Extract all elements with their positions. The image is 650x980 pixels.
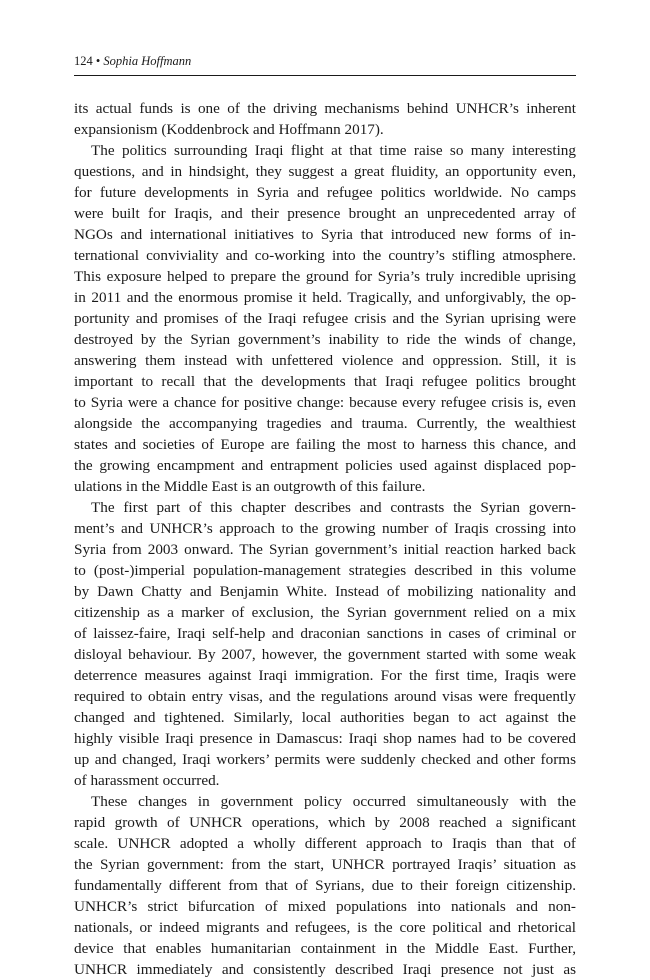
running-head-author: Sophia Hoffmann xyxy=(103,54,192,68)
paragraph xyxy=(74,140,576,497)
text-line: in 2011 and the enormous promise it held. Tragically, and unforgivably, the op- xyxy=(74,289,576,306)
text-line: were built for Iraqis, and their presence brought an unprecedented array of xyxy=(74,205,576,222)
text-line: important to recall that the developments that Iraqi refugee politics brought xyxy=(74,373,576,390)
text-line: required to obtain entry visas, and the regulations around visas were frequently xyxy=(74,688,576,705)
body-text xyxy=(74,98,576,980)
text-line: by Dawn Chatty and Benjamin White. Instead of mobilizing nationality and xyxy=(74,583,576,600)
text-line: The first part of this chapter describes and contrasts the Syrian govern- xyxy=(91,499,576,516)
text-line: The politics surrounding Iraqi flight at that time raise so many interesting xyxy=(91,142,576,159)
running-head-separator: • xyxy=(95,54,101,68)
text-line: disloyal behaviour. By 2007, however, the government started with some weak xyxy=(74,646,576,663)
running-head xyxy=(74,52,576,76)
text-line: states and societies of Europe are failing the most to harness this chance, and xyxy=(74,436,576,453)
text-line: Syria from 2003 onward. The Syrian government’s initial reaction harked back xyxy=(74,541,576,558)
text-line: nationals, or indeed migrants and refugees, is the core political and rhetorical xyxy=(74,919,576,936)
text-line: citizenship as a marker of exclusion, the Syrian government relied on a mix xyxy=(74,604,576,621)
text-line: ment’s and UNHCR’s approach to the growing number of Iraqis crossing into xyxy=(74,520,576,537)
page-number: 124 xyxy=(74,54,93,68)
paragraph xyxy=(74,98,576,140)
text-line: up and changed, Iraqi workers’ permits were suddenly checked and other forms xyxy=(74,751,576,768)
paragraph xyxy=(74,791,576,980)
text-line: its actual funds is one of the driving mechanisms behind UNHCR’s inherent xyxy=(74,100,576,117)
text-line: portunity and promises of the Iraqi refugee crisis and the Syrian uprising were xyxy=(74,310,576,327)
text-line: UNHCR’s strict bifurcation of mixed populations into nationals and non- xyxy=(74,898,576,915)
text-line: alongside the accompanying tragedies and trauma. Currently, the wealthiest xyxy=(74,415,576,432)
text-line: rapid growth of UNHCR operations, which by 2008 reached a significant xyxy=(74,814,576,831)
text-line: scale. UNHCR adopted a wholly different approach to Iraqis than that of xyxy=(74,835,576,852)
text-line: fundamentally different from that of Syrians, due to their foreign citizenship. xyxy=(74,877,576,894)
text-line: UNHCR immediately and consistently described Iraqi presence not just as xyxy=(74,961,576,978)
text-line: deterrence measures against Iraqi immigration. For the first time, Iraqis were xyxy=(74,667,576,684)
text-line: expansionism (Koddenbrock and Hoffmann 2017). xyxy=(74,121,384,138)
text-line: highly visible Iraqi presence in Damascus: Iraqi shop names had to be covered xyxy=(74,730,576,747)
text-line: These changes in government policy occurred simultaneously with the xyxy=(91,793,576,810)
text-line: NGOs and international initiatives to Syria that introduced new forms of in- xyxy=(74,226,576,243)
text-line: changed and tightened. Similarly, local authorities began to act against the xyxy=(74,709,576,726)
text-line: the Syrian government: from the start, UNHCR portrayed Iraqis’ situation as xyxy=(74,856,576,873)
paragraph xyxy=(74,497,576,791)
text-line: the growing encampment and entrapment policies used against displaced pop- xyxy=(74,457,576,474)
text-line: answering them instead with unfettered violence and oppression. Still, it is xyxy=(74,352,576,369)
text-line: to Syria were a chance for positive change: because every refugee crisis is, even xyxy=(74,394,576,411)
text-line: ternational conviviality and co-working into the country’s stifling atmosphere. xyxy=(74,247,576,264)
text-line: to (post-)imperial population-management strategies described in this volume xyxy=(74,562,576,579)
book-page xyxy=(74,52,576,980)
text-line: of harassment occurred. xyxy=(74,772,220,789)
text-line: This exposure helped to prepare the ground for Syria’s truly incredible uprising xyxy=(74,268,576,285)
text-line: destroyed by the Syrian government’s inability to ride the winds of change, xyxy=(74,331,576,348)
text-line: of laissez-faire, Iraqi self-help and draconian sanctions in cases of criminal or xyxy=(74,625,576,642)
text-line: for future developments in Syria and refugee politics worldwide. No camps xyxy=(74,184,576,201)
text-line: ulations in the Middle East is an outgrowth of this failure. xyxy=(74,478,426,495)
text-line: device that enables humanitarian containment in the Middle East. Further, xyxy=(74,940,576,957)
text-line: questions, and in hindsight, they suggest a great fluidity, an opportunity even, xyxy=(74,163,576,180)
